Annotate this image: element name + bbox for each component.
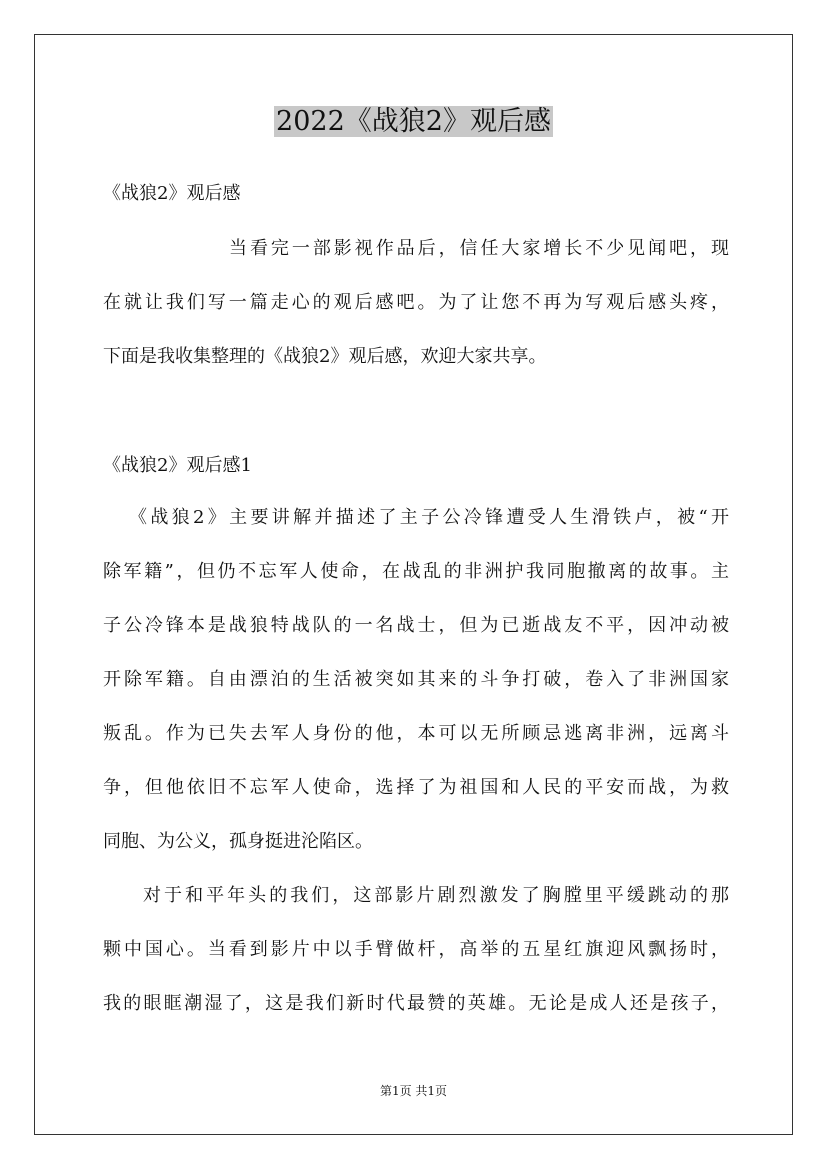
intro-paragraph (103, 222, 729, 384)
section-heading-1: 《战狼2》观后感1 (103, 455, 252, 476)
intro-line-1: 当看完一部影视作品后，信任大家增长不少见闻吧，现 (229, 238, 729, 259)
intro-line-2: 在就让我们写一篇走心的观后感吧。为了让您不再为写观后感头疼， (103, 292, 729, 313)
para2-line-1: 对于和平年头的我们，这部影片剧烈激发了胸膛里平缓跳动的那 (143, 885, 729, 906)
document-title (0, 102, 827, 142)
document-title-text: 2022《战狼2》观后感 (276, 106, 551, 137)
para1-line-6: 争，但他依旧不忘军人使命，选择了为祖国和人民的平安而战，为救 (103, 777, 729, 798)
document-subtitle: 《战狼2》观后感 (103, 183, 241, 204)
para2-line-3: 我的眼眶潮湿了，这是我们新时代最赞的英雄。无论是成人还是孩子， (103, 993, 729, 1014)
para1-line-3: 子公冷锋本是战狼特战队的一名战士，但为已逝战友不平，因冲动被 (103, 615, 729, 636)
para1-line-4: 开除军籍。自由漂泊的生活被突如其来的斗争打破，卷入了非洲国家 (103, 669, 729, 690)
body-paragraph-2 (103, 869, 729, 1031)
para1-line-5: 叛乱。作为已失去军人身份的他，本可以无所顾忌逃离非洲，远离斗 (103, 723, 729, 744)
intro-line-3: 下面是我收集整理的《战狼2》观后感，欢迎大家共享。 (103, 346, 547, 367)
para1-line-1: 《战狼2》主要讲解并描述了主子公冷锋遭受人生滑铁卢，被“开 (129, 507, 729, 528)
para1-line-2: 除军籍”，但仍不忘军人使命，在战乱的非洲护我同胞撤离的故事。主 (103, 561, 729, 582)
page-footer: 第1页 共1页 (379, 1084, 448, 1098)
para2-line-2: 颗中国心。当看到影片中以手臂做杆，高举的五星红旗迎风飘扬时， (103, 939, 729, 960)
body-paragraph-1 (103, 491, 729, 869)
para1-line-7: 同胞、为公义，孤身挺进沦陷区。 (103, 831, 373, 852)
